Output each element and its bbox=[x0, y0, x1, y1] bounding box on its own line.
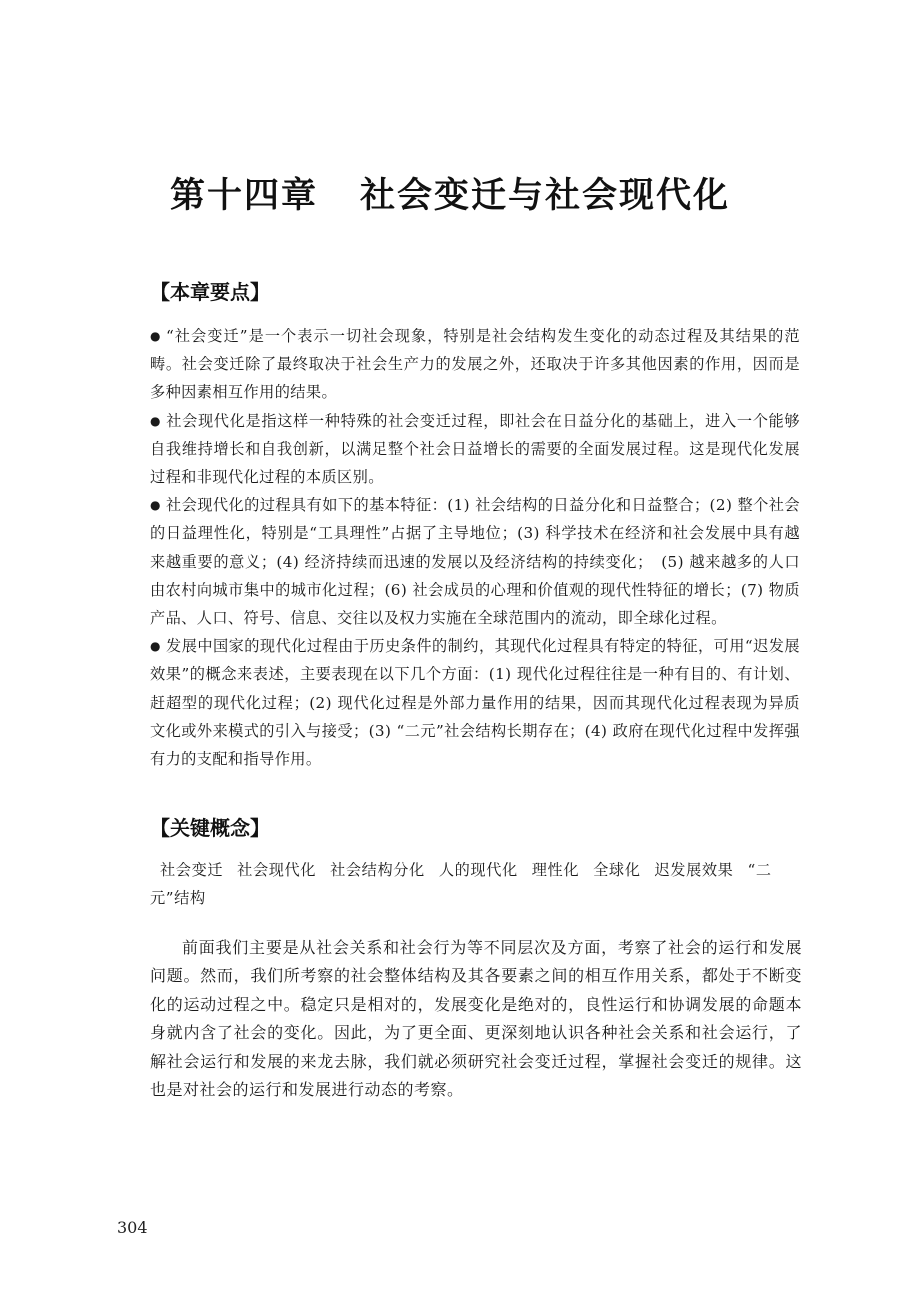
key-point-item bbox=[150, 407, 800, 492]
key-concepts-list bbox=[150, 856, 800, 912]
key-point-text: 社会现代化的过程具有如下的基本特征：(1) 社会结构的日益分化和日益整合；(2) 整个社会的日益理性化，特别是“工具理性”占据了主导地位；(3) 科学技术在经济和社会发展中具有越来越重要的意义；(4) 经济持续而迅速的发展以及经济结构的持续变化； (5) 越来越多的人口由农村向城市集中的城市化过程；(6) 社会成员的心理和价值观的现代性特征的增长；(7) 物质产品、人口、符号、信息、交往以及权力实施在全球范围内的流动，即全球化过程。 bbox=[150, 496, 800, 628]
key-point-text: 发展中国家的现代化过程由于历史条件的制约，其现代化过程具有特定的特征，可用“迟发展效果”的概念来表述，主要表现在以下几个方面：(1) 现代化过程往往是一种有目的、有计划、赶超型的现代化过程；(2) 现代化过程是外部力量作用的结果，因而其现代化过程表现为异质文化或外来模式的引入与接受；(3) “二元”社会结构长期存在；(4) 政府在现代化过程中发挥强有力的支配和指导作用。 bbox=[150, 637, 800, 769]
concept-term: 人的现代化 bbox=[438, 861, 518, 879]
body-text bbox=[150, 934, 802, 1104]
key-concepts-heading: 【关键概念】 bbox=[150, 816, 270, 840]
concept-term: 全球化 bbox=[593, 861, 641, 879]
chapter-name: 社会变迁与社会现代化 bbox=[360, 176, 731, 216]
concept-term: “二元”结构 bbox=[150, 861, 772, 907]
bullet-icon: ● bbox=[150, 413, 161, 428]
bullet-icon: ● bbox=[150, 329, 161, 343]
bullet-icon: ● bbox=[150, 639, 161, 654]
chapter-title bbox=[0, 168, 900, 218]
bullet-icon: ● bbox=[150, 498, 161, 513]
key-point-item bbox=[150, 632, 800, 773]
key-point-text: 社会现代化是指这样一种特殊的社会变迁过程，即社会在日益分化的基础上，进入一个能够自我维持增长和自我创新，以满足整个社会日益增长的需要的全面发展过程。这是现代化发展过程和非现代化过程的本质区别。 bbox=[150, 411, 800, 487]
concept-term: 迟发展效果 bbox=[654, 861, 734, 879]
key-point-item bbox=[150, 322, 800, 407]
key-points-heading: 【本章要点】 bbox=[150, 280, 270, 304]
concept-term: 社会变迁 bbox=[160, 861, 224, 879]
chapter-number: 第十四章 bbox=[169, 176, 318, 216]
key-point-item bbox=[150, 491, 800, 632]
concept-term: 社会结构分化 bbox=[330, 861, 425, 879]
key-point-text: “社会变迁”是一个表示一切社会现象，特别是社会结构发生变化的动态过程及其结果的范畴。社会变迁除了最终取决于社会生产力的发展之外，还取决于许多其他因素的作用，因而是多种因素相互作用的结果。 bbox=[150, 327, 800, 402]
page-number: 304 bbox=[117, 1218, 148, 1237]
key-points-list bbox=[150, 322, 800, 773]
concept-term: 理性化 bbox=[531, 861, 580, 879]
concept-term: 社会现代化 bbox=[237, 861, 317, 879]
body-paragraph: 前面我们主要是从社会关系和社会行为等不同层次及方面，考察了社会的运行和发展问题。然而，我们所考察的社会整体结构及其各要素之间的相互作用关系，都处于不断变化的运动过程之中。稳定只是相对的，发展变化是绝对的，良性运行和协调发展的命题本身就内含了社会的变化。因此，为了更全面、更深刻地认识各种社会关系和社会运行，了解社会运行和发展的来龙去脉，我们就必须研究社会变迁过程，掌握社会变迁的规律。这也是对社会的运行和发展进行动态的考察。 bbox=[150, 938, 802, 1100]
